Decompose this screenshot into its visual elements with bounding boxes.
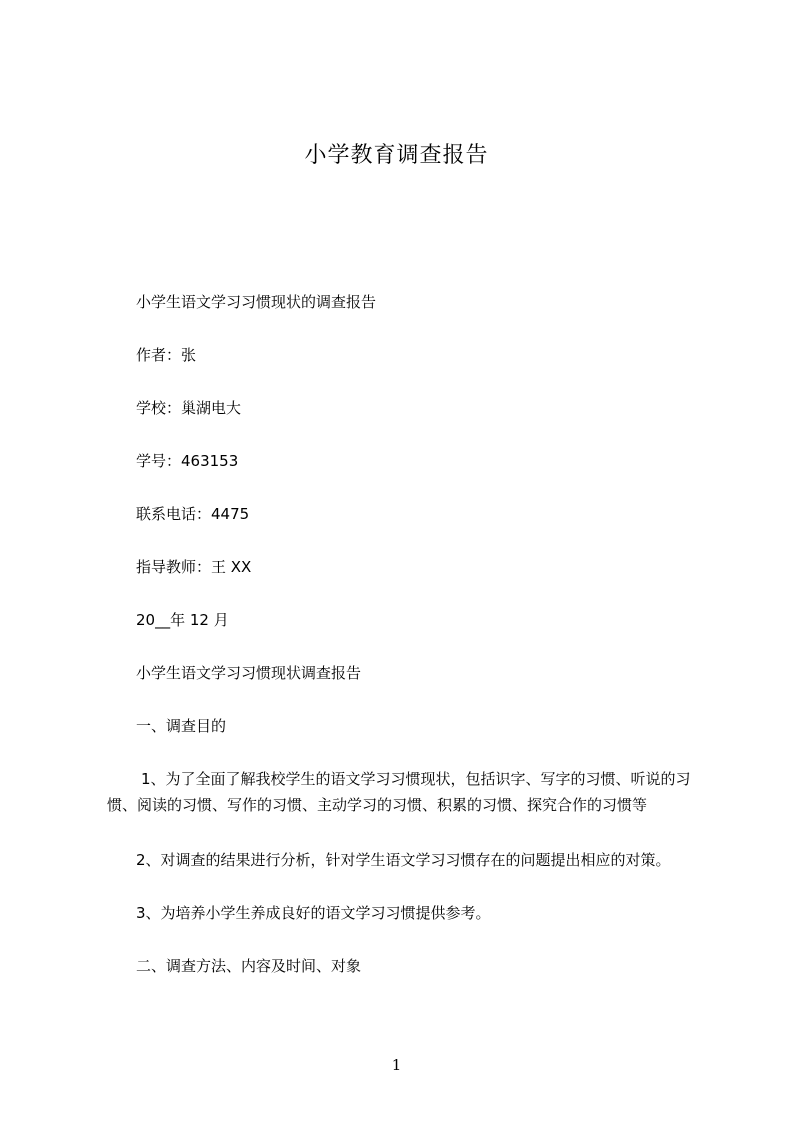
school-line: 学校：巢湖电大	[136, 399, 242, 417]
section-2-heading: 二、调查方法、内容及时间、对象	[136, 957, 362, 975]
purpose-item-1: 1、为了全面了解我校学生的语文学习习惯现状，包括识字、写字的习惯、听说的习惯、阅读的习惯、写作的习惯、主动学习的习惯、积累的习惯、探究合作的习惯等	[107, 770, 691, 814]
page-number: 1	[391, 1056, 402, 1074]
advisor-line: 指导教师：王 XX	[136, 558, 252, 576]
purpose-item-2: 2、对调查的结果进行分析，针对学生语文学习习惯存在的问题提出相应的对策。	[136, 851, 671, 869]
report-heading: 小学生语文学习习惯现状调查报告	[136, 664, 362, 682]
student-id-line: 学号：463153	[136, 452, 239, 470]
purpose-item-3: 3、为培养小学生养成良好的语文学习习惯提供参考。	[136, 904, 491, 922]
date-line: 20__年 12 月	[136, 611, 229, 629]
page-title: 小学教育调查报告	[304, 143, 489, 168]
report-subtitle: 小学生语文学习习惯现状的调查报告	[136, 293, 377, 311]
author-line: 作者：张	[136, 346, 197, 364]
phone-line: 联系电话：4475	[136, 505, 250, 523]
section-1-heading: 一、调查目的	[136, 717, 227, 735]
